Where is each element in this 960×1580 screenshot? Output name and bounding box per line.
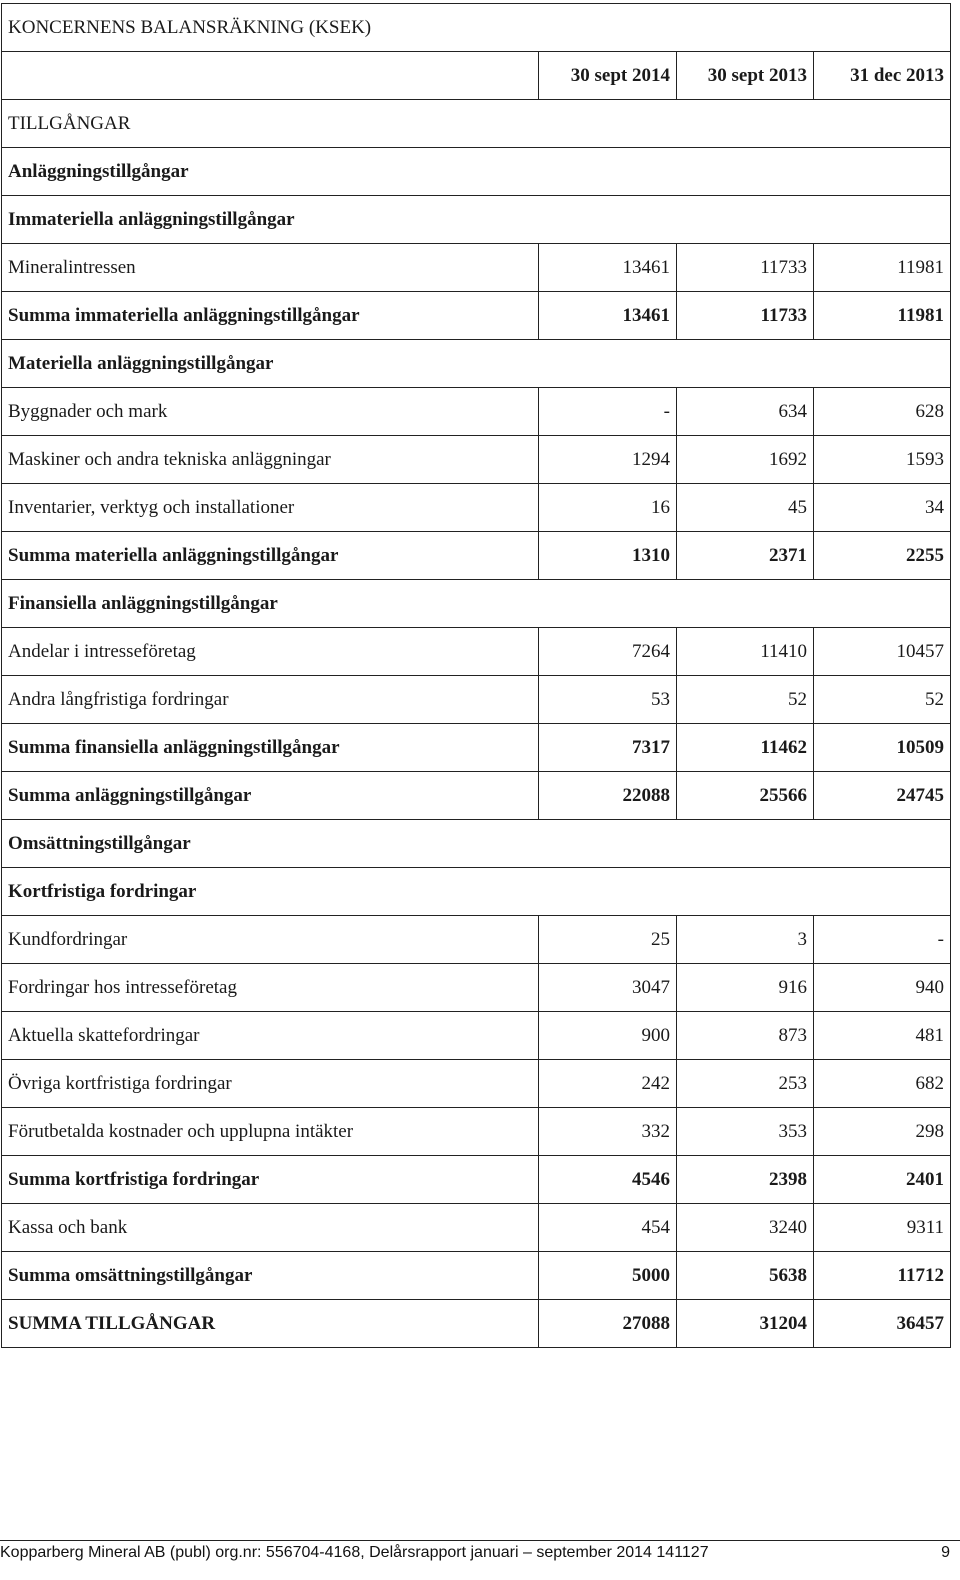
section-heading: Omsättningstillgångar [2, 820, 951, 868]
value-cell: 7317 [539, 724, 677, 772]
row-label: Fordringar hos intresseföretag [2, 964, 539, 1012]
table-row [2, 436, 951, 484]
row-label: Summa omsättningstillgångar [2, 1252, 539, 1300]
row-label: Aktuella skattefordringar [2, 1012, 539, 1060]
value-cell: 481 [814, 1012, 951, 1060]
value-cell: 2371 [677, 532, 814, 580]
row-label: Summa materiella anläggningstillgångar [2, 532, 539, 580]
value-cell: 24745 [814, 772, 951, 820]
value-cell: 11981 [814, 292, 951, 340]
row-label: Andelar i intresseföretag [2, 628, 539, 676]
table-row [2, 196, 951, 244]
value-cell: 25566 [677, 772, 814, 820]
value-cell: 1310 [539, 532, 677, 580]
value-cell: 11981 [814, 244, 951, 292]
row-label: Maskiner och andra tekniska anläggningar [2, 436, 539, 484]
row-label: Summa immateriella anläggningstillgångar [2, 292, 539, 340]
table-row [2, 916, 951, 964]
table-row [2, 340, 951, 388]
value-cell: 916 [677, 964, 814, 1012]
table-row [2, 1060, 951, 1108]
value-cell: 9311 [814, 1204, 951, 1252]
table-title: KONCERNENS BALANSRÄKNING (KSEK) [2, 4, 951, 52]
value-cell: 3 [677, 916, 814, 964]
section-heading: Anläggningstillgångar [2, 148, 951, 196]
value-cell: 3240 [677, 1204, 814, 1252]
value-cell: 5638 [677, 1252, 814, 1300]
value-cell: 11410 [677, 628, 814, 676]
section-heading: TILLGÅNGAR [2, 100, 951, 148]
value-cell: 628 [814, 388, 951, 436]
row-label: Övriga kortfristiga fordringar [2, 1060, 539, 1108]
footer-divider [0, 1540, 960, 1541]
table-row [2, 724, 951, 772]
value-cell: 4546 [539, 1156, 677, 1204]
table-row [2, 244, 951, 292]
value-cell: 52 [814, 676, 951, 724]
page-number: 9 [941, 1544, 950, 1561]
table-row [2, 292, 951, 340]
column-header: 31 dec 2013 [814, 52, 951, 100]
value-cell: 454 [539, 1204, 677, 1252]
value-cell: 332 [539, 1108, 677, 1156]
value-cell: 36457 [814, 1300, 951, 1348]
table-row [2, 1252, 951, 1300]
table-row [2, 1204, 951, 1252]
value-cell: 16 [539, 484, 677, 532]
value-cell: 10509 [814, 724, 951, 772]
value-cell: 52 [677, 676, 814, 724]
section-heading: Kortfristiga fordringar [2, 868, 951, 916]
value-cell: 242 [539, 1060, 677, 1108]
table-row [2, 484, 951, 532]
value-cell: 682 [814, 1060, 951, 1108]
value-cell: 2255 [814, 532, 951, 580]
row-label: Mineralintressen [2, 244, 539, 292]
header-blank-cell [2, 52, 539, 100]
value-cell: 1692 [677, 436, 814, 484]
column-header: 30 sept 2014 [539, 52, 677, 100]
table-row [2, 820, 951, 868]
value-cell: 1593 [814, 436, 951, 484]
value-cell: 11733 [677, 292, 814, 340]
column-header: 30 sept 2013 [677, 52, 814, 100]
value-cell: 25 [539, 916, 677, 964]
value-cell: 298 [814, 1108, 951, 1156]
section-heading: Immateriella anläggningstillgångar [2, 196, 951, 244]
value-cell: 34 [814, 484, 951, 532]
row-label: Kassa och bank [2, 1204, 539, 1252]
value-cell: 2398 [677, 1156, 814, 1204]
value-cell: 11712 [814, 1252, 951, 1300]
table-row [2, 868, 951, 916]
table-row [2, 100, 951, 148]
value-cell: 53 [539, 676, 677, 724]
table-row [2, 532, 951, 580]
value-cell: - [539, 388, 677, 436]
row-label: SUMMA TILLGÅNGAR [2, 1300, 539, 1348]
table-row [2, 628, 951, 676]
value-cell: 873 [677, 1012, 814, 1060]
value-cell: 13461 [539, 292, 677, 340]
table-row [2, 1108, 951, 1156]
table-row [2, 388, 951, 436]
value-cell: 11462 [677, 724, 814, 772]
value-cell: 900 [539, 1012, 677, 1060]
balance-sheet-table [1, 3, 951, 1348]
section-heading: Materiella anläggningstillgångar [2, 340, 951, 388]
row-label: Summa anläggningstillgångar [2, 772, 539, 820]
title-row [2, 4, 951, 52]
value-cell: 2401 [814, 1156, 951, 1204]
row-label: Byggnader och mark [2, 388, 539, 436]
footer-text: Kopparberg Mineral AB (publ) org.nr: 556704-4168, Delårsrapport januari – september 2014 141127 [0, 1544, 709, 1561]
value-cell: 5000 [539, 1252, 677, 1300]
table-row [2, 1300, 951, 1348]
value-cell: 634 [677, 388, 814, 436]
value-cell: 27088 [539, 1300, 677, 1348]
table-row [2, 1156, 951, 1204]
column-header-row [2, 52, 951, 100]
value-cell: 10457 [814, 628, 951, 676]
section-heading: Finansiella anläggningstillgångar [2, 580, 951, 628]
value-cell: 353 [677, 1108, 814, 1156]
table-row [2, 676, 951, 724]
value-cell: 7264 [539, 628, 677, 676]
value-cell: 3047 [539, 964, 677, 1012]
table-row [2, 772, 951, 820]
row-label: Summa kortfristiga fordringar [2, 1156, 539, 1204]
row-label: Förutbetalda kostnader och upplupna intäkter [2, 1108, 539, 1156]
value-cell: - [814, 916, 951, 964]
value-cell: 253 [677, 1060, 814, 1108]
value-cell: 22088 [539, 772, 677, 820]
value-cell: 940 [814, 964, 951, 1012]
value-cell: 13461 [539, 244, 677, 292]
row-label: Inventarier, verktyg och installationer [2, 484, 539, 532]
table-row [2, 964, 951, 1012]
value-cell: 1294 [539, 436, 677, 484]
value-cell: 31204 [677, 1300, 814, 1348]
table-row [2, 580, 951, 628]
table-row [2, 1012, 951, 1060]
table-row [2, 148, 951, 196]
value-cell: 11733 [677, 244, 814, 292]
row-label: Kundfordringar [2, 916, 539, 964]
row-label: Andra långfristiga fordringar [2, 676, 539, 724]
row-label: Summa finansiella anläggningstillgångar [2, 724, 539, 772]
value-cell: 45 [677, 484, 814, 532]
